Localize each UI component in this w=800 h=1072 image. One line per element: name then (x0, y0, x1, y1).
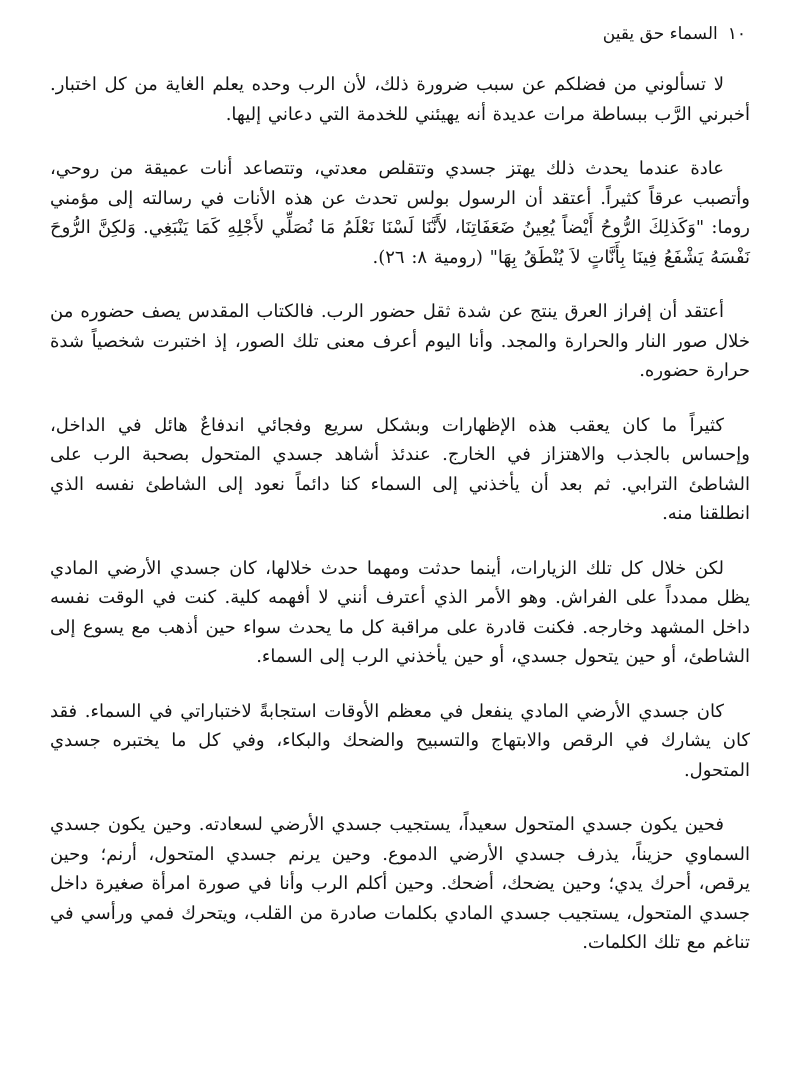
paragraph-6: كان جسدي الأرضي المادي ينفعل في معظم الأوقات استجابةً لاختباراتي في السماء. فقد كان يشارك في الرقص والابتهاج والتسبيح والضحك والبكاء، وفي كل ما يختبره جسدي المتحول. (50, 700, 750, 781)
paragraph-4: كثيراً ما كان يعقب هذه الإظهارات وبشكل سريع وفجائي اندفاعٌ هائل في الداخل، وإحساس بالجذب والاهتزاز في الخارج. عندئذ أشاهد جسدي المتحول بصحبة الرب على الشاطئ الترابي. ثم بعد أن يأخذني إلى السماء كنا دائماً نعود إلى الشاطئ نفسه الذي انطلقنا منه. (50, 414, 750, 524)
paragraph-1: لا تسألوني من فضلكم عن سبب ضرورة ذلك، لأن الرب وحده يعلم الغاية من كل اختبار. أخبرني الرَّب ببساطة مرات عديدة أنه يهيئني للخدمة التي دعاني إليها. (50, 74, 750, 125)
paragraph-2: عادة عندما يحدث ذلك يهتز جسدي وتتقلص معدتي، وتتصاعد أنات عميقة من روحي، وأتصبب عرقاً كثيراً. أعتقد أن الرسول بولس تحدث عن هذه الأنات في رسالته إلى مؤمني روما: "وَكَذلِكَ الرُّوحُ أَيْضاً يُعِينُ ضَعَفَاتِنَا، لأَنَّنَا لَسْنَا نَعْلَمُ مَا نُصَلِّي لأَجْلِهِ كَمَا يَنْبَغِي. وَلكِنَّ الرُّوحَ نَفْسَهُ يَشْفَعُ فِينَا بِأَنَّاتٍ لاَ يُنْطَقُ بِهَا" (رومية ٨: ٢٦). (50, 158, 750, 268)
page-number: ١٠ (727, 24, 746, 44)
paragraph-5: لكن خلال كل تلك الزيارات، أينما حدثت ومهما حدث خلالها، كان جسدي الأرضي المادي يظل ممدداً على الفراش. وهو الأمر الذي أعترف أنني لا أفهمه كلية. كنت في الوقت نفسه داخل المشهد وخارجه. فكنت قادرة على مراقبة كل ما يحدث سواء حين أذهب مع يسوع إلى الشاطئ، أو حين يتحول جسدي، أو حين يأخذني الرب إلى السماء. (50, 557, 750, 667)
paragraph-3: أعتقد أن إفراز العرق ينتج عن شدة ثقل حضور الرب. فالكتاب المقدس يصف حضوره من خلال صور النار والحرارة والمجد. وأنا اليوم أعرف معنى تلك الصور، إذ اختبرت شخصياً شدة حرارة حضوره. (50, 301, 750, 381)
running-header (50, 22, 750, 46)
book-title: السماء حق يقين (602, 24, 718, 44)
paragraph-7: فحين يكون جسدي المتحول سعيداً، يستجيب جسدي الأرضي لسعادته. وحين يكون جسدي السماوي حزيناً، يذرف جسدي الأرضي الدموع. وحين يرنم جسدي المتحول، أرنم؛ وحين يرقص، أحرك يدي؛ وحين يضحك، أضحك. وحين أكلم الرب وأنا في صورة امرأة صغيرة داخل جسدي المتحول، يستجيب جسدي المادي بكلمات صادرة من القلب، ويتحرك فمي ورأسي في تناغم مع تلك الكلمات. (50, 814, 750, 953)
